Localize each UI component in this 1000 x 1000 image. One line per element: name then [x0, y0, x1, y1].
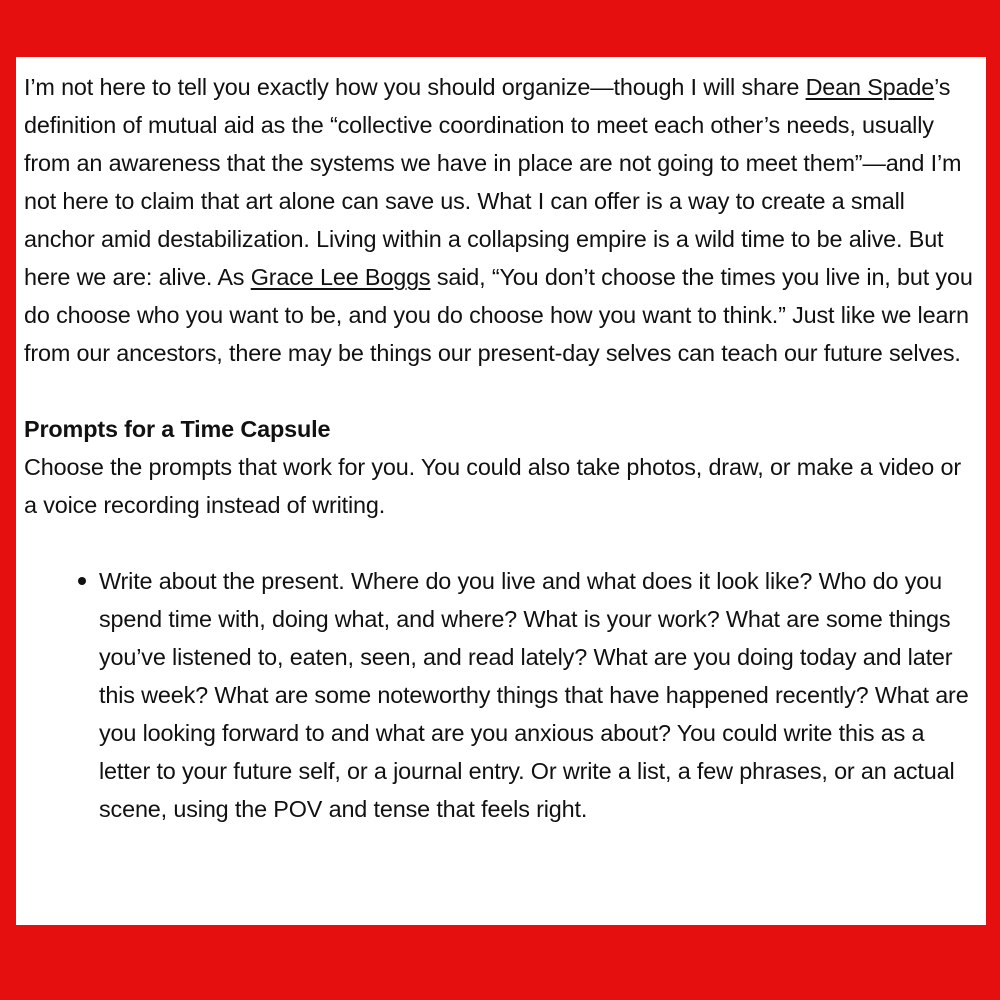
dean-spade-link[interactable]: Dean Spade [805, 74, 935, 100]
article-card [16, 57, 986, 925]
section-intro: Choose the prompts that work for you. You could also take photos, draw, or make a video or a voice recording instead of writing. [24, 454, 961, 518]
bullet-icon [78, 577, 86, 585]
intro-paragraph [24, 68, 974, 372]
paragraph-text: ’s definition of mutual aid as the “collective coordination to meet each other’s needs, usually from an awareness that the systems we have in place are not going to meet them”—and I’m not here to claim that art alone can save us. What I can offer is a way to create a small anchor amid destabilization. Living within a collapsing empire is a wild time to be alive. But here we are: alive. As [24, 74, 962, 290]
prompt-text: Write about the present. Where do you live and what does it look like? Who do you spend time with, doing what, and where? What is your work? What are some things you’ve listened to, eaten, seen, and read lately? What are you doing today and later this week? What are some noteworthy things that have happened recently? What are you looking forward to and what are you anxious about? You could write this as a letter to your future self, or a journal entry. Or write a list, a few phrases, or an actual scene, using the POV and tense that feels right. [99, 568, 969, 822]
paragraph-text: I’m not here to tell you exactly how you should organize—though I will share [24, 74, 806, 100]
list-item [99, 562, 974, 828]
paragraph-text: said, “You don’t choose the times you live in, but you do choose who you want to be, and you do choose how you want to think.” Just like we learn from our ancestors, there may be things our present-day selves can teach our future selves. [24, 264, 973, 366]
prompt-list [24, 562, 974, 828]
grace-lee-boggs-link[interactable]: Grace Lee Boggs [250, 264, 431, 290]
section-heading: Prompts for a Time Capsule [24, 416, 331, 442]
